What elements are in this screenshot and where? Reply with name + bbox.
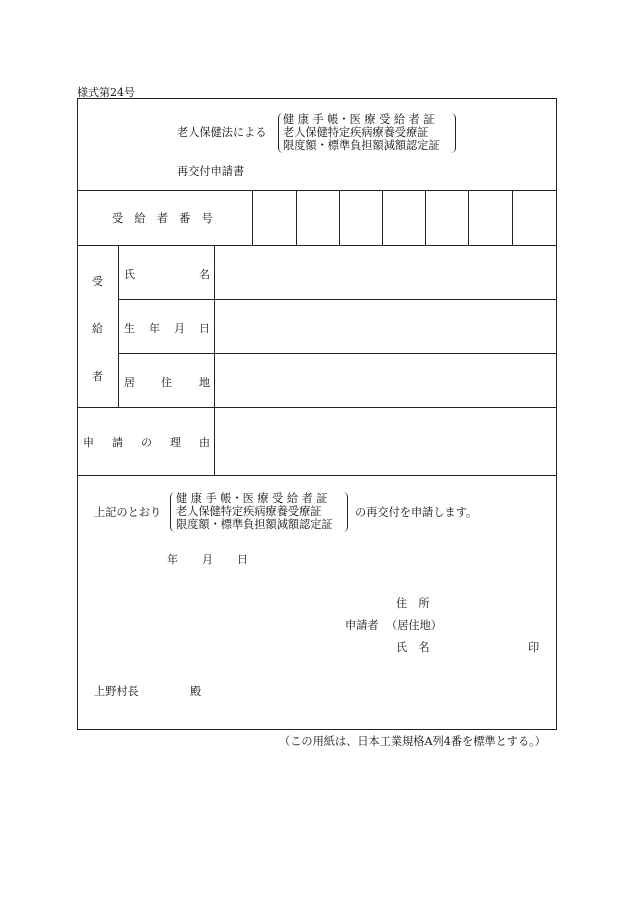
title-suffix: 再交付申請書: [177, 165, 245, 178]
statement-prefix: 上記のとおり: [94, 506, 162, 519]
statement-option-1: 健 康 手 帳・医 療 受 給 者 証: [176, 492, 328, 505]
reason-field[interactable]: [215, 408, 556, 474]
address-field[interactable]: [215, 354, 556, 407]
statement-option-2: 老人保健特定疾病療養受療証: [176, 505, 322, 518]
title-prefix: 老人保健法による: [177, 126, 267, 139]
divider: [77, 475, 557, 476]
applicant-address-label: 住 所: [396, 597, 430, 610]
title-option-1: 健 康 手 帳・医 療 受 給 者 証: [283, 113, 435, 126]
seal-mark: 印: [528, 641, 540, 654]
name-field[interactable]: [215, 246, 556, 299]
statement-suffix: の再交付を申請します。: [355, 506, 478, 519]
divider: [118, 245, 119, 407]
applicant-residence-label: （居住地）: [386, 619, 442, 632]
form-number: 様式第24号: [77, 86, 135, 99]
title-option-2: 老人保健特定疾病療養受療証: [283, 126, 429, 139]
recipient-number-label: 受 給 者 番 号: [112, 212, 213, 225]
addressee-name: 上野村長: [94, 685, 139, 698]
divider: [77, 190, 557, 191]
statement-option-3: 限度額・標準負担額減額認定証: [176, 518, 333, 531]
birthdate-field[interactable]: [215, 300, 556, 353]
addressee-honorific: 殿: [190, 685, 202, 698]
applicant-label: 申請者: [345, 619, 379, 632]
title-option-3: 限度額・標準負担額減額認定証: [283, 139, 440, 152]
paper-size-note: （この用紙は、日本工業規格A列4番を標準とする。）: [279, 735, 546, 748]
applicant-name-label: 氏 名: [396, 641, 430, 654]
